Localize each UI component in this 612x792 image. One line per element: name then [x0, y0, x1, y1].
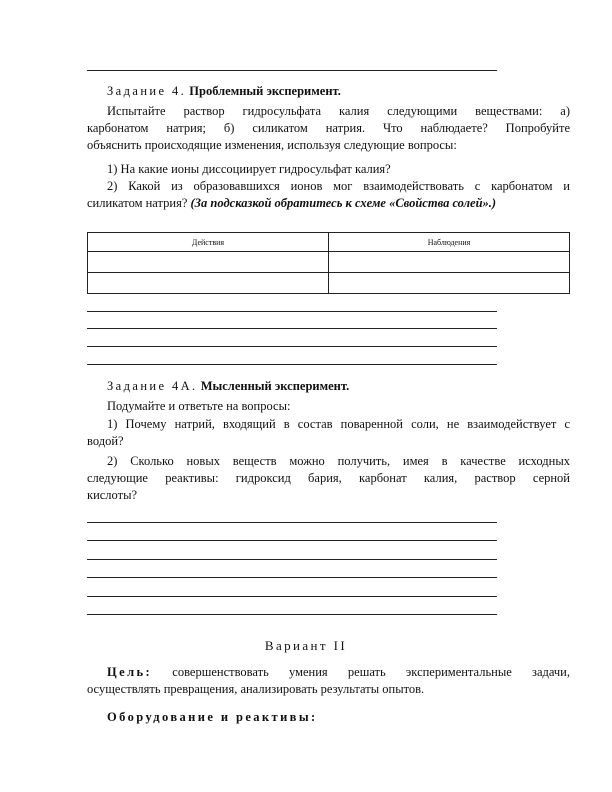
goal-text: осуществлять превращения, анализировать результаты опытов.	[87, 682, 425, 696]
answer-line[interactable]	[87, 614, 497, 615]
table-row	[88, 273, 570, 294]
answer-line[interactable]	[87, 311, 497, 312]
task4a-q2-line: кислоты?	[87, 488, 138, 502]
task4a-question-1	[87, 416, 570, 450]
answer-line[interactable]	[87, 346, 497, 347]
answer-line[interactable]	[87, 577, 497, 578]
equipment-heading: Оборудование и реактивы:	[107, 710, 318, 724]
answer-line[interactable]	[87, 559, 497, 560]
answer-line[interactable]	[87, 540, 497, 541]
table-cell[interactable]	[88, 273, 329, 294]
table-cell[interactable]	[329, 273, 570, 294]
answer-line[interactable]	[87, 364, 497, 365]
answer-line[interactable]	[87, 522, 497, 523]
table-row	[88, 252, 570, 273]
task4a-question-2	[87, 453, 570, 504]
task4-label: Задание 4.	[107, 84, 187, 98]
task4-para-line: Испытайте раствор гидросульфата калия следующими веществами: а)	[107, 104, 570, 118]
task4-heading	[107, 84, 341, 99]
goal-text: совершенствовать умения решать экспериментальные задачи,	[172, 665, 570, 679]
task4-hint: (За подсказкой обратитесь к схеме «Свойства солей».)	[190, 196, 497, 210]
top-rule	[87, 70, 497, 71]
task4a-q2-line: 2) Сколько новых веществ можно получить, имея в качестве исходных	[107, 454, 570, 468]
table-cell[interactable]	[329, 252, 570, 273]
observation-table	[87, 232, 570, 294]
task4-question-1: 1) На какие ионы диссоциирует гидросульфат калия?	[107, 162, 391, 176]
table-header-observations: Наблюдения	[329, 233, 570, 252]
answer-line[interactable]	[87, 596, 497, 597]
variant-title: Вариант II	[264, 638, 348, 653]
table-header-actions: Действия	[88, 233, 329, 252]
task4-para-line: объяснить происходящие изменения, используя следующие вопросы:	[87, 138, 457, 152]
task4a-title: Мысленный эксперимент.	[200, 379, 350, 393]
task4-question-2	[87, 178, 570, 212]
table-cell[interactable]	[88, 252, 329, 273]
task4a-q1-line: 1) Почему натрий, входящий в состав поваренной соли, не взаимодействует с	[107, 417, 570, 431]
table-header-row	[88, 233, 570, 252]
goal-paragraph	[87, 664, 570, 698]
task4-paragraph	[87, 103, 570, 154]
task4-title: Проблемный эксперимент.	[189, 84, 341, 98]
task4a-q2-line: следующие реактивы: гидроксид бария, карбонат калия, раствор серной	[87, 471, 570, 485]
goal-label: Цель:	[107, 665, 153, 679]
task4-q2-line: силикатом натрия?	[87, 196, 191, 210]
task4a-intro: Подумайте и ответьте на вопросы:	[107, 399, 291, 413]
task4a-heading	[107, 379, 349, 394]
task4-q2-line: 2) Какой из образовавшихся ионов мог взаимодействовать с карбонатом и	[107, 179, 570, 193]
task4a-label: Задание 4А.	[107, 379, 198, 393]
answer-line[interactable]	[87, 328, 497, 329]
task4-para-line: карбонатом натрия; б) силикатом натрия. Что наблюдаете? Попробуйте	[87, 121, 570, 135]
task4a-q1-line: водой?	[87, 434, 124, 448]
